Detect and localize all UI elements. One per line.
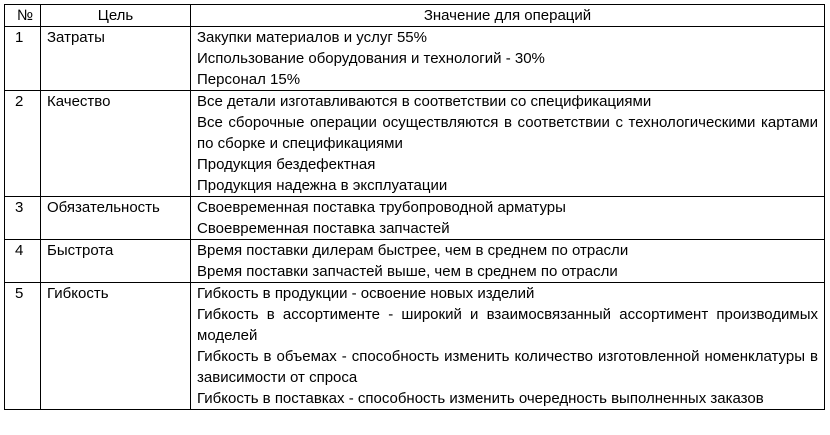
meaning-line: Гибкость в поставках - способность изменить очередность выполненных заказов [197, 390, 764, 407]
table-row [5, 197, 825, 240]
header-goal: Цель [41, 5, 191, 27]
meaning-line: Гибкость в продукции - освоение новых изделий [197, 285, 535, 302]
meaning-line: Использование оборудования и технологий - 30% [197, 50, 545, 67]
table-row [5, 27, 825, 91]
row-goal: Затраты [41, 27, 191, 91]
row-meaning [191, 283, 825, 410]
meaning-line: Гибкость в ассортименте - широкий и взаимосвязанный ассортимент производимых моделей [197, 306, 818, 344]
row-goal: Гибкость [41, 283, 191, 410]
meaning-line: Своевременная поставка запчастей [197, 220, 450, 237]
meaning-line: Время поставки дилерам быстрее, чем в среднем по отрасли [197, 242, 629, 259]
meaning-line: Продукция надежна в эксплуатации [197, 177, 448, 194]
row-number: 1 [5, 27, 41, 91]
row-goal: Обязательность [41, 197, 191, 240]
meaning-line: Гибкость в объемах - способность изменить количество изготовленной номенклатуры в зависимости от спроса [197, 348, 818, 386]
header-number: № [5, 5, 41, 27]
meaning-line: Все детали изготавливаются в соответствии со спецификациями [197, 93, 652, 110]
operations-goals-table [4, 4, 825, 410]
meaning-line: Персонал 15% [197, 71, 301, 88]
meaning-line: Своевременная поставка трубопроводной арматуры [197, 199, 566, 216]
table-row [5, 91, 825, 197]
row-number: 4 [5, 240, 41, 283]
header-meaning: Значение для операций [191, 5, 825, 27]
meaning-line: Закупки материалов и услуг 55% [197, 29, 427, 46]
row-goal: Качество [41, 91, 191, 197]
row-number: 3 [5, 197, 41, 240]
row-meaning [191, 91, 825, 197]
meaning-line: Все сборочные операции осуществляются в соответствии с технологическими картами по сборке и спецификациями [197, 114, 818, 152]
header-row [5, 5, 825, 27]
meaning-line: Продукция бездефектная [197, 156, 376, 173]
meaning-line: Время поставки запчастей выше, чем в среднем по отрасли [197, 263, 618, 280]
row-meaning [191, 240, 825, 283]
row-meaning [191, 27, 825, 91]
row-number: 2 [5, 91, 41, 197]
row-goal: Быстрота [41, 240, 191, 283]
table-row [5, 240, 825, 283]
row-number: 5 [5, 283, 41, 410]
table-row [5, 283, 825, 410]
row-meaning [191, 197, 825, 240]
